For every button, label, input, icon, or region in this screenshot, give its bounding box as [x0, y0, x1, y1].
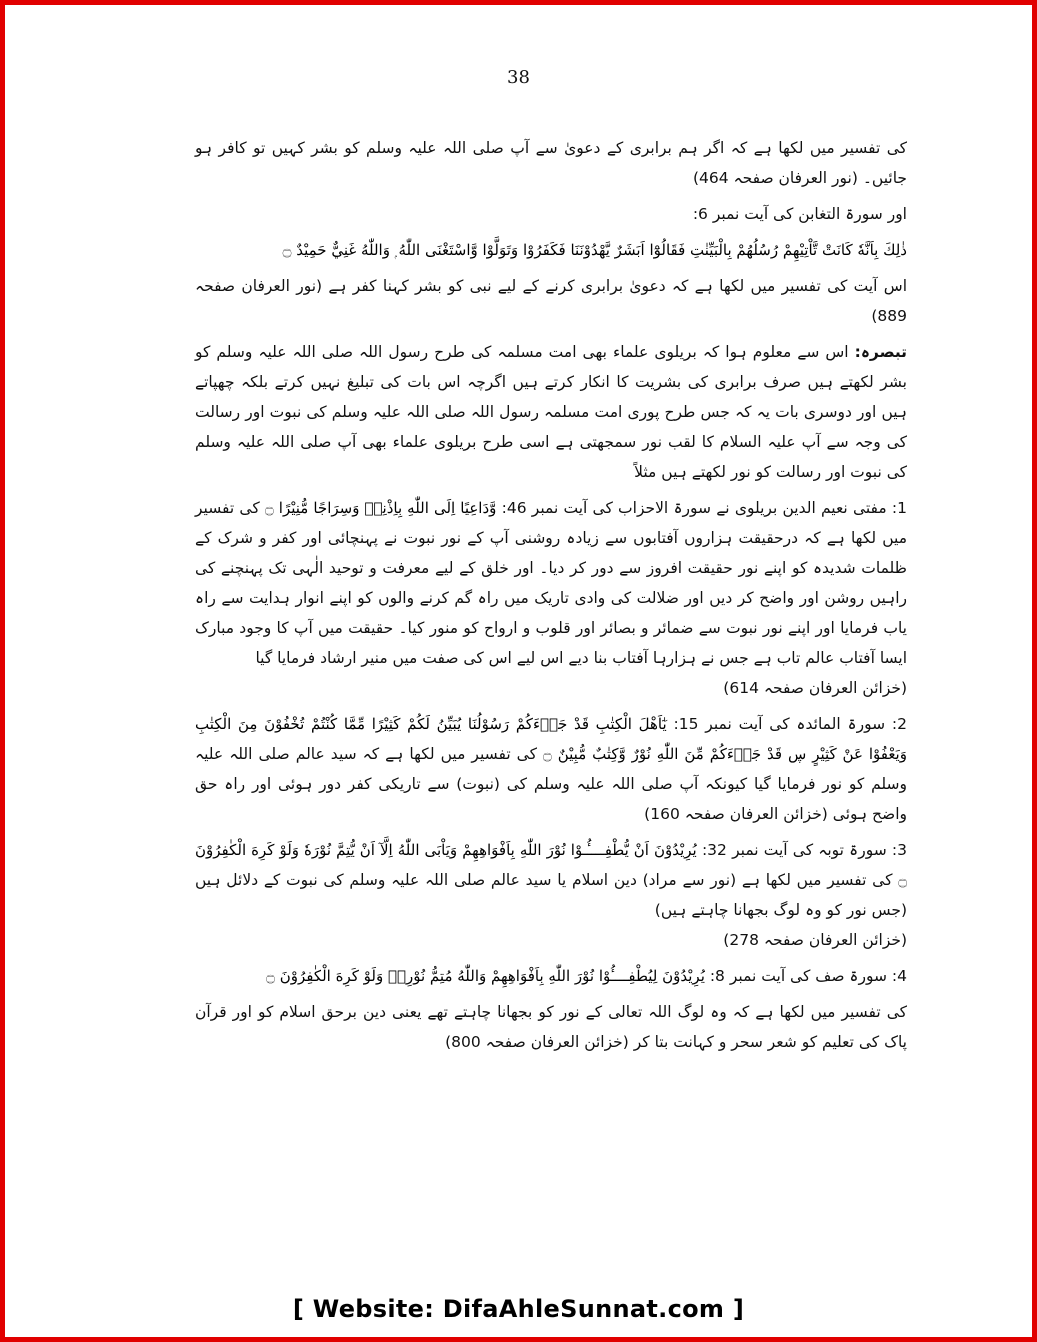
- list-item: [195, 493, 907, 703]
- commentary-text: اس سے معلوم ہوا کہ بریلوی علماء بھی امت مسلمہ کی طرح رسول اللہ صلی اللہ علیہ وسلم کو بشر لکھتے ہیں صرف برابری کی بشریت کا انکار کرتے ہیں اگرچہ اس بات کی تبلیغ نہیں کرتے بلکہ چھپاتے ہیں اور دوسری بات یہ کہ جس طرح پوری امت مسلمہ رسول اللہ صلی اللہ علیہ وسلم کی نبوت اور رسالت کی وجہ سے آپ علیہ السلام کا لقب نور سمجھتی ہے اسی طرح بریلوی علماء بھی آپ صلی اللہ علیہ وسلم کی نبوت اور رسالت کو نور لکھتے ہیں مثلاً: [195, 343, 907, 481]
- item-intro: 1: مفتی نعیم الدین بریلوی نے سورۃ الاحزاب کی آیت نمبر 46:: [501, 499, 907, 517]
- reference: (خزائن العرفان صفحہ 278): [723, 931, 907, 949]
- quran-verse: يٰٓاَهْلَ الْكِتٰبِ قَدْ جَاۗءَكُمْ رَسُوْلُنَا يُبَيِّنُ لَكُمْ كَثِيْرًا مِّمَّا كُنْتُمْ تُخْفُوْنَ مِنَ الْكِتٰبِ وَيَعْفُوْا عَنْ كَثِيْرٍ ڛ قَدْ جَاۗءَكُمْ مِّنَ اللّٰهِ نُوْرٌ وَّكِتٰبٌ مُّبِيْنٌ ۝: [195, 715, 907, 763]
- reference: (خزائن العرفان صفحہ 614): [723, 679, 907, 697]
- item-text: کی تفسیر میں لکھا ہے کہ درحقیقت ہزاروں آفتابوں سے زیادہ روشنی آپ کے نور نبوت نے پہنچائی اور کفر و شرک کے ظلمات شدیدہ کو اپنے نور حقیقت افروز سے دور کر دیا۔ اور خلق کے لیے معرفت و توحید الٰہی تک پہنچنے کی راہیں روشن اور واضح کر دیں اور ضلالت کی وادی تاریک میں راہ گم کرنے والوں کو اپنے انوار ہدایت سے راہ یاب فرمایا اور اپنے نور نبوت سے ضمائر و بصائر اور قلوب و ارواح کو منور کیا۔ حقیقت میں آپ کا وجود مبارک ایسا آفتاب عالم تاب ہے جس نے ہزارہا آفتاب بنا دیے اس لیے اس کی صفت میں منیر ارشاد فرمایا گیا: [195, 499, 907, 667]
- list-item: [195, 961, 907, 991]
- quran-verse: وَّدَاعِيًا اِلَى اللّٰهِ بِاِذْنِهٖ وَسِرَاجًا مُّنِيْرًا ۝: [264, 499, 497, 517]
- paragraph: کی تفسیر میں لکھا ہے کہ وہ لوگ اللہ تعالی کے نور کو بجھانا چاہتے تھے یعنی دین برحق اسلام کو اور قرآن پاک کی تعلیم کو شعر سحر و کہانت بتا کر (خزائن العرفان صفحہ 800): [195, 1003, 907, 1051]
- item-intro: 2: سورۃ المائدہ کی آیت نمبر 15:: [673, 715, 908, 733]
- commentary-paragraph: [195, 337, 907, 487]
- paragraph: اور سورۃ التغابن کی آیت نمبر 6:: [692, 205, 907, 223]
- quran-verse: ذٰلِكَ بِاَنَّهٗ كَانَتْ تَّاْتِيْهِمْ رُسُلُهُمْ بِالْبَيِّنٰتِ فَقَالُوْٓا اَبَشَرٌ يَّهْدُوْنَنَا فَكَفَرُوْا وَتَوَلَّوْا وَّاسْتَغْنَى اللّٰهُ ۭ وَاللّٰهُ غَنِيٌّ حَمِيْدٌ ۝: [282, 241, 907, 259]
- commentary-label: تبصرہ:: [854, 343, 907, 361]
- quran-verse: يُرِيْدُوْنَ لِيُطْفِــــُٔوْا نُوْرَ اللّٰهِ بِاَفْوَاهِهِمْ وَاللّٰهُ مُتِمُّ نُوْرِهٖ وَلَوْ كَرِهَ الْكٰفِرُوْنَ ۝: [266, 967, 705, 985]
- item-text: کی تفسیر میں لکھا ہے (نور سے مراد) دین اسلام یا سید عالم صلی اللہ علیہ وسلم کی نبوت کے دلائل ہیں (جس نور کو وہ لوگ بجھانا چاہتے ہیں): [195, 871, 907, 919]
- document-body: [195, 133, 907, 1063]
- quran-verse: يُرِيْدُوْنَ اَنْ يُّطْفِــــُٔـوْا نُوْرَ اللّٰهِ بِاَفْوَاهِهِمْ وَيَاْبَى اللّٰهُ اِلَّآ اَنْ يُّتِمَّ نُوْرَهٗ وَلَوْ كَرِهَ الْكٰفِرُوْنَ ۝: [195, 841, 907, 889]
- paragraph: کی تفسیر میں لکھا ہے کہ اگر ہم برابری کے دعویٰ سے آپ صلی اللہ علیہ وسلم کو بشر کہیں تو کافر ہو جائیں۔ (نور العرفان صفحہ 464): [195, 139, 907, 187]
- list-item: [195, 709, 907, 829]
- item-intro: 4: سورۃ صف کی آیت نمبر 8:: [709, 967, 907, 985]
- item-text: کی تفسیر میں لکھا ہے کہ سید عالم صلی اللہ علیہ وسلم کو نور فرمایا گیا کیونکہ آپ صلی اللہ علیہ وسلم کی (نبوت) سے تاریکی کفر دور ہوئی اور راہ حق واضح ہوئی (خزائن العرفان صفحہ 160): [195, 745, 907, 823]
- page-number: 38: [507, 67, 530, 88]
- list-item: [195, 835, 907, 955]
- item-intro: 3: سورۃ توبہ کی آیت نمبر 32:: [701, 841, 907, 859]
- website-footer: [ Website: DifaAhleSunnat.com ]: [292, 1295, 745, 1323]
- paragraph: اس آیت کی تفسیر میں لکھا ہے کہ دعویٰ برابری کرنے کے لیے نبی کو بشر کہنا کفر ہے (نور العرفان صفحہ 889): [195, 277, 907, 325]
